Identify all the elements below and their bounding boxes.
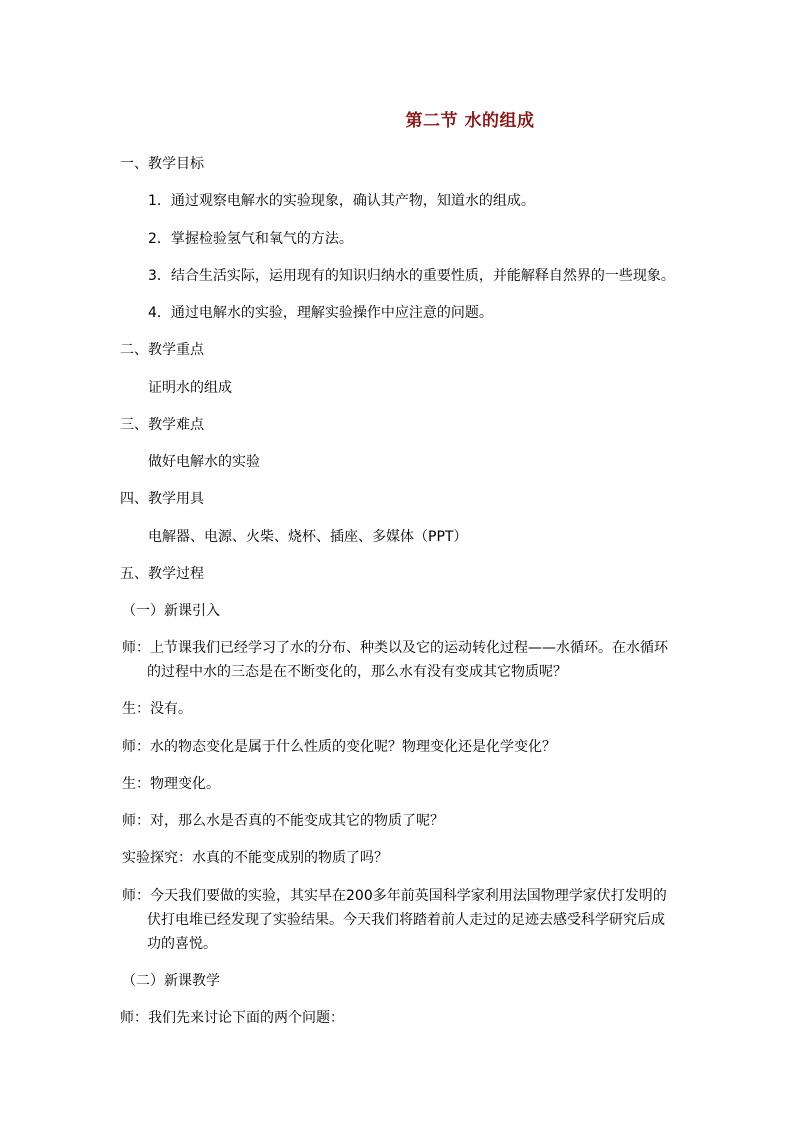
objective-item: 2．掌握检验氢气和氧气的方法。	[148, 231, 353, 247]
section-heading-tools: 四、教学用具	[120, 491, 204, 507]
dialog-line: 实验探究：水真的不能变成别的物质了吗？	[122, 850, 388, 866]
subsection-heading-teaching: （二）新课教学	[122, 973, 220, 989]
dialog-line: 师：对，那么水是否真的不能变成其它的物质了呢？	[122, 813, 444, 829]
difficulties-text: 做好电解水的实验	[148, 454, 260, 470]
key-points-text: 证明水的组成	[148, 380, 232, 396]
tools-text: 电解器、电源、火柴、烧杯、插座、多媒体（PPT）	[148, 529, 468, 545]
objective-item: 4．通过电解水的实验，理解实验操作中应注意的问题。	[148, 305, 493, 321]
dialog-line: 伏打电堆已经发现了实验结果。今天我们将踏着前人走过的足迹去感受科学研究后成	[147, 912, 665, 928]
section-heading-key-points: 二、教学重点	[120, 342, 204, 358]
objective-item: 3．结合生活实际，运用现有的知识归纳水的重要性质，并能解释自然界的一些现象。	[148, 268, 675, 284]
section-heading-objectives: 一、教学目标	[120, 156, 204, 172]
subsection-heading-intro: （一）新课引入	[122, 603, 220, 619]
dialog-line: 师：今天我们要做的实验，其实早在200多年前英国科学家利用法国物理学家伏打发明的	[122, 888, 667, 904]
section-heading-difficulties: 三、教学难点	[120, 417, 204, 433]
dialog-line: 师：上节课我们已经学习了水的分布、种类以及它的运动转化过程——水循环。在水循环	[122, 640, 668, 656]
dialog-line: 生：没有。	[122, 701, 192, 717]
dialog-line: 功的喜悦。	[147, 936, 217, 952]
objective-item: 1．通过观察电解水的实验现象，确认其产物，知道水的组成。	[148, 193, 535, 209]
dialog-line: 师：水的物态变化是属于什么性质的变化呢？物理变化还是化学变化？	[122, 739, 556, 755]
section-heading-process: 五、教学过程	[120, 566, 204, 582]
dialog-line: 的过程中水的三态是在不断变化的，那么水有没有变成其它物质呢？	[147, 664, 567, 680]
page-title: 第二节 水的组成	[405, 111, 535, 131]
dialog-line: 生：物理变化。	[122, 776, 220, 792]
dialog-line: 师：我们先来讨论下面的两个问题：	[120, 1010, 344, 1026]
